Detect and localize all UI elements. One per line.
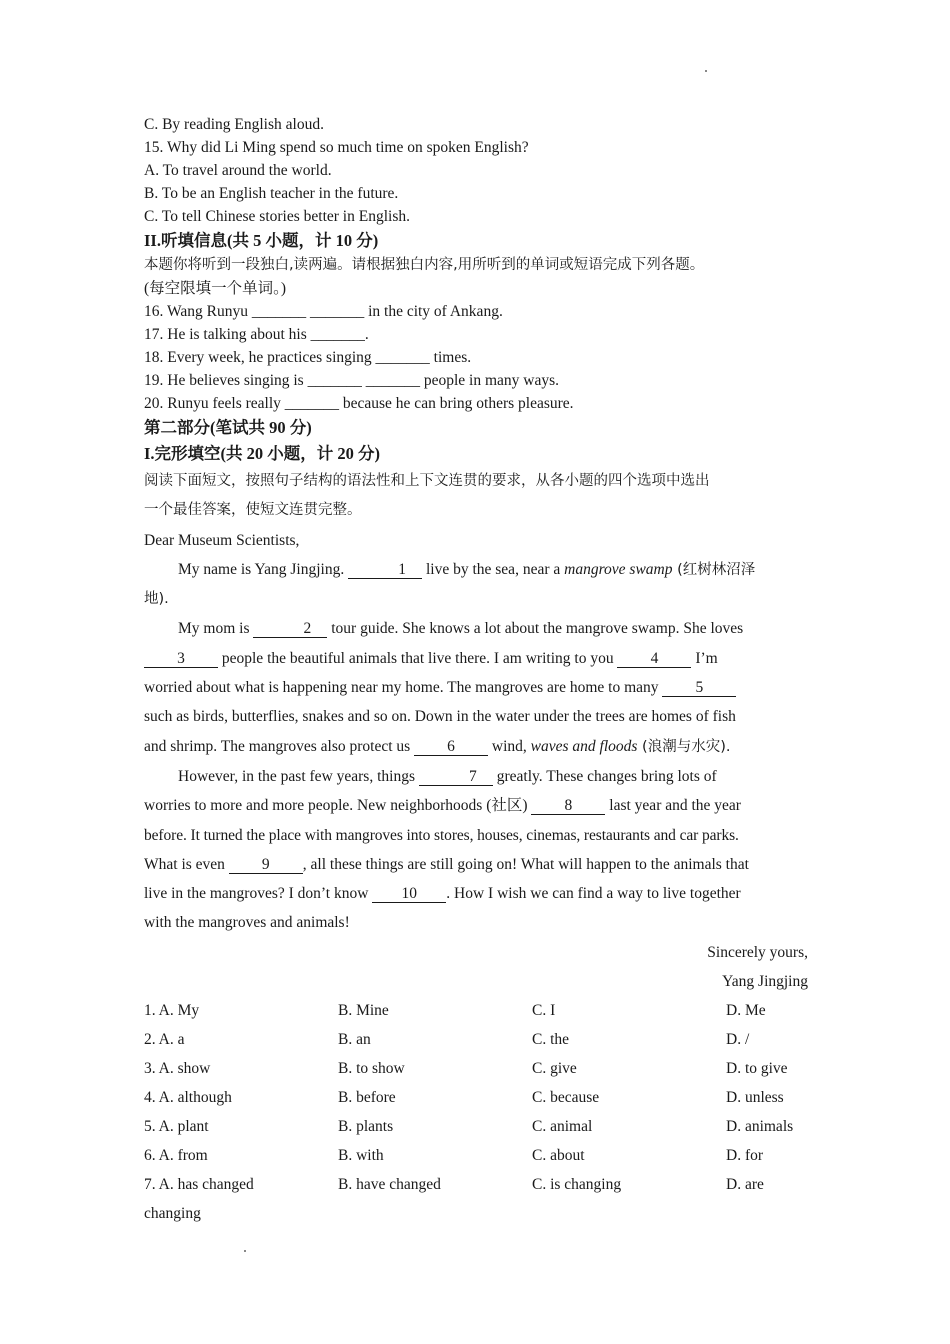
option: 1. A. My bbox=[144, 1002, 200, 1020]
text: wind, bbox=[488, 737, 531, 755]
decorative-dot bbox=[244, 1250, 246, 1252]
gloss: (浪潮与水灾). bbox=[637, 738, 731, 755]
text: with the mangroves and animals! bbox=[144, 914, 350, 932]
option: D. / bbox=[726, 1031, 750, 1049]
text: and shrimp. The mangroves also protect us bbox=[144, 737, 415, 755]
text: worries to more and more people. New neighborhoods (社区) bbox=[144, 797, 532, 815]
option: B. with bbox=[338, 1147, 384, 1165]
gloss: (红树林沼泽 bbox=[672, 561, 756, 578]
cloze-blank-10: 10 bbox=[372, 885, 446, 903]
cloze-heading: I.完形填空(共 20 小题，计 20 分) bbox=[144, 444, 381, 463]
part2-heading: 第二部分(笔试共 90 分) bbox=[144, 418, 312, 437]
q15-option-c: C. To tell Chinese stories better in English. bbox=[144, 208, 410, 225]
option: D. for bbox=[726, 1147, 764, 1165]
text: such as birds, butterflies, snakes and so on. Down in the water under the trees are homes of fish bbox=[144, 708, 736, 726]
option: B. before bbox=[338, 1089, 396, 1107]
q14-option-c: C. By reading English aloud. bbox=[144, 116, 324, 133]
text: before. It turned the place with mangroves into stores, houses, cinemas, restaurants and car parks. bbox=[144, 826, 739, 844]
section2-instruction: 本题你将听到一段独白,读两遍。请根据独白内容,用所听到的单词或短语完成下列各题。 bbox=[144, 257, 705, 273]
cloze-blank-2: 2 bbox=[253, 620, 327, 638]
text: What is even bbox=[144, 855, 229, 873]
text: people the beautiful animals that live there. I am writing to you bbox=[218, 649, 618, 667]
option: C. about bbox=[532, 1147, 585, 1165]
fill-item-16: 16. Wang Runyu _______ _______ in the city of Ankang. bbox=[144, 303, 503, 320]
cloze-blank-7: 7 bbox=[419, 768, 493, 786]
q15-option-a: A. To travel around the world. bbox=[144, 162, 332, 179]
option: D. unless bbox=[726, 1089, 784, 1107]
text: greatly. These changes bring lots of bbox=[492, 767, 717, 785]
text: worried about what is happening near my home. The mangroves are home to many bbox=[144, 679, 663, 697]
text: live by the sea, near a bbox=[422, 560, 565, 578]
option: B. to show bbox=[338, 1060, 405, 1078]
option: C. animal bbox=[532, 1118, 593, 1136]
option: B. an bbox=[338, 1031, 371, 1049]
italic-term: waves and floods bbox=[530, 737, 638, 755]
option: 3. A. show bbox=[144, 1060, 211, 1078]
option: 6. A. from bbox=[144, 1147, 208, 1165]
option: 2. A. a bbox=[144, 1031, 185, 1049]
option: 5. A. plant bbox=[144, 1118, 209, 1136]
option: D. to give bbox=[726, 1060, 788, 1078]
text: I’m bbox=[691, 649, 718, 667]
cloze-blank-5: 5 bbox=[662, 679, 736, 697]
text: , all these things are still going on! What will happen to the animals that bbox=[302, 855, 749, 873]
option: B. have changed bbox=[338, 1176, 441, 1194]
letter-closing: Sincerely yours, bbox=[707, 943, 808, 961]
option: C. the bbox=[532, 1031, 570, 1049]
option: D. are bbox=[726, 1176, 764, 1194]
letter-salutation: Dear Museum Scientists, bbox=[144, 531, 300, 549]
section2-heading: II.听填信息(共 5 小题，计 10 分) bbox=[144, 231, 379, 250]
decorative-dot bbox=[705, 70, 707, 72]
letter-signature: Yang Jingjing bbox=[722, 973, 808, 991]
option: 4. A. although bbox=[144, 1089, 232, 1107]
cloze-blank-6: 6 bbox=[414, 738, 488, 756]
q15-option-b: B. To be an English teacher in the future. bbox=[144, 185, 399, 202]
text: My name is Yang Jingjing. bbox=[178, 560, 349, 578]
text: last year and the year bbox=[605, 797, 741, 815]
q15-question: 15. Why did Li Ming spend so much time on spoken English? bbox=[144, 139, 529, 156]
letter-paragraph-1 bbox=[144, 555, 808, 615]
cloze-blank-9: 9 bbox=[229, 856, 303, 874]
option: D. Me bbox=[726, 1002, 766, 1020]
option: D. animals bbox=[726, 1118, 794, 1136]
text: tour guide. She knows a lot about the mangrove swamp. She loves bbox=[327, 620, 744, 638]
text: However, in the past few years, things bbox=[178, 767, 419, 785]
option: C. give bbox=[532, 1060, 577, 1078]
cloze-blank-8: 8 bbox=[531, 797, 605, 815]
cloze-blank-3: 3 bbox=[144, 650, 218, 668]
italic-term: mangrove swamp bbox=[564, 560, 673, 578]
cloze-blank-1: 1 bbox=[348, 561, 422, 579]
text: live in the mangroves? I don’t know bbox=[144, 885, 373, 903]
option: C. I bbox=[532, 1002, 556, 1020]
letter-paragraph-2 bbox=[144, 614, 808, 761]
text: 地). bbox=[144, 591, 169, 608]
fill-item-18: 18. Every week, he practices singing _______ times. bbox=[144, 349, 472, 366]
text: . How I wish we can find a way to live together bbox=[446, 885, 741, 903]
fill-item-19: 19. He believes singing is _______ _______ people in many ways. bbox=[144, 372, 560, 389]
fill-item-20: 20. Runyu feels really _______ because he can bring others pleasure. bbox=[144, 395, 574, 412]
option: B. plants bbox=[338, 1118, 394, 1136]
cloze-blank-4: 4 bbox=[617, 650, 691, 668]
option-7d-wrap: changing bbox=[144, 1205, 201, 1223]
option: 7. A. has changed bbox=[144, 1176, 254, 1194]
letter-paragraph-3 bbox=[144, 762, 808, 938]
cloze-options bbox=[144, 996, 808, 1199]
section2-instruction-note: (每空限填一个单词。) bbox=[144, 280, 287, 297]
cloze-instruction bbox=[144, 467, 808, 526]
exam-page bbox=[144, 113, 808, 1229]
cloze-instruction-line: 一个最佳答案，使短文连贯完整。 bbox=[144, 502, 362, 519]
option: B. Mine bbox=[338, 1002, 389, 1020]
option: C. because bbox=[532, 1089, 600, 1107]
fill-item-17: 17. He is talking about his _______. bbox=[144, 326, 369, 343]
text: My mom is bbox=[178, 620, 254, 638]
option: C. is changing bbox=[532, 1176, 622, 1194]
cloze-instruction-line: 阅读下面短文，按照句子结构的语法性和上下文连贯的要求，从各小题的四个选项中选出 bbox=[144, 473, 710, 489]
